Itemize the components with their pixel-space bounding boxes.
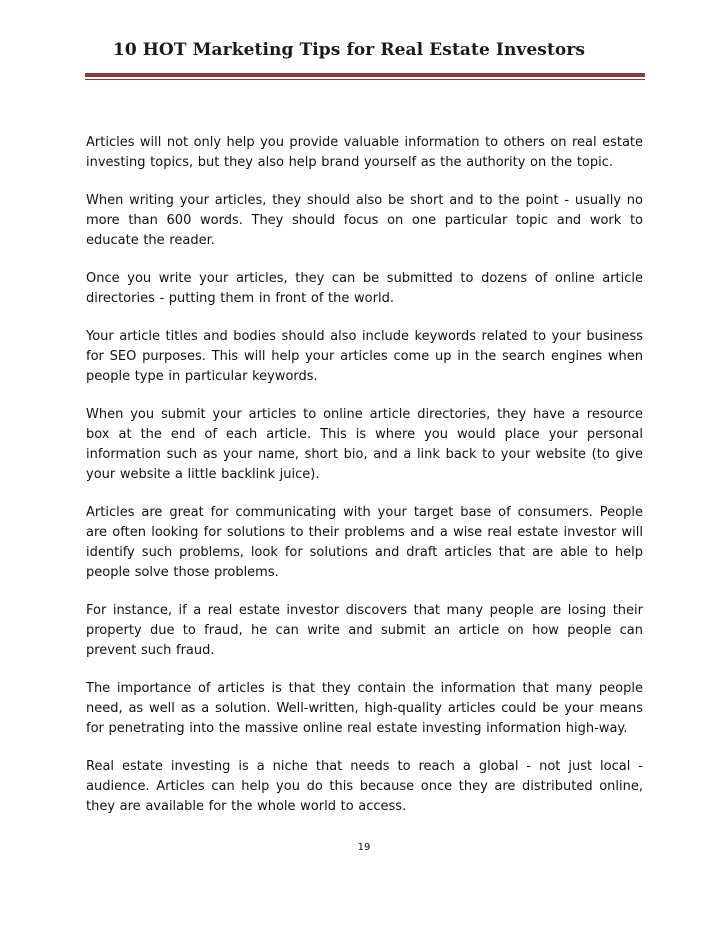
paragraph: Articles will not only help you provide valuable information to others on real estate investing topics, but they also help brand yourself as the authority on the topic. <box>86 135 643 170</box>
paragraph: When you submit your articles to online article directories, they have a resource box at the end of each article. This is where you would place your personal information such as your name, short bio, and a link back to your website (to give your website a little backlink juice). <box>86 407 643 482</box>
paragraph: For instance, if a real estate investor discovers that many people are losing their property due to fraud, he can write and submit an article on how people can prevent such fraud. <box>86 603 643 658</box>
header-rule-thin <box>85 79 645 80</box>
body-text <box>86 133 643 835</box>
paragraph: Once you write your articles, they can be submitted to dozens of online article directories - putting them in front of the world. <box>86 271 643 306</box>
page-header-title: 10 HOT Marketing Tips for Real Estate Investors <box>112 40 586 60</box>
header-rule-thick <box>85 73 645 77</box>
page-number: 19 <box>357 842 371 853</box>
paragraph: Real estate investing is a niche that needs to reach a global - not just local - audience. Articles can help you do this because once they are distributed online, they are available for the whole world to access. <box>86 759 643 814</box>
paragraph: When writing your articles, they should also be short and to the point - usually no more than 600 words. They should focus on one particular topic and work to educate the reader. <box>86 193 643 248</box>
paragraph: The importance of articles is that they contain the information that many people need, as well as a solution. Well-written, high-quality articles could be your means for penetrating into the massive online real estate investing information high-way. <box>86 681 643 736</box>
paragraph: Your article titles and bodies should also include keywords related to your business for SEO purposes. This will help your articles come up in the search engines when people type in particular keywords. <box>86 329 643 384</box>
paragraph: Articles are great for communicating with your target base of consumers. People are often looking for solutions to their problems and a wise real estate investor will identify such problems, look for solutions and draft articles that are able to help people solve those problems. <box>86 505 643 580</box>
